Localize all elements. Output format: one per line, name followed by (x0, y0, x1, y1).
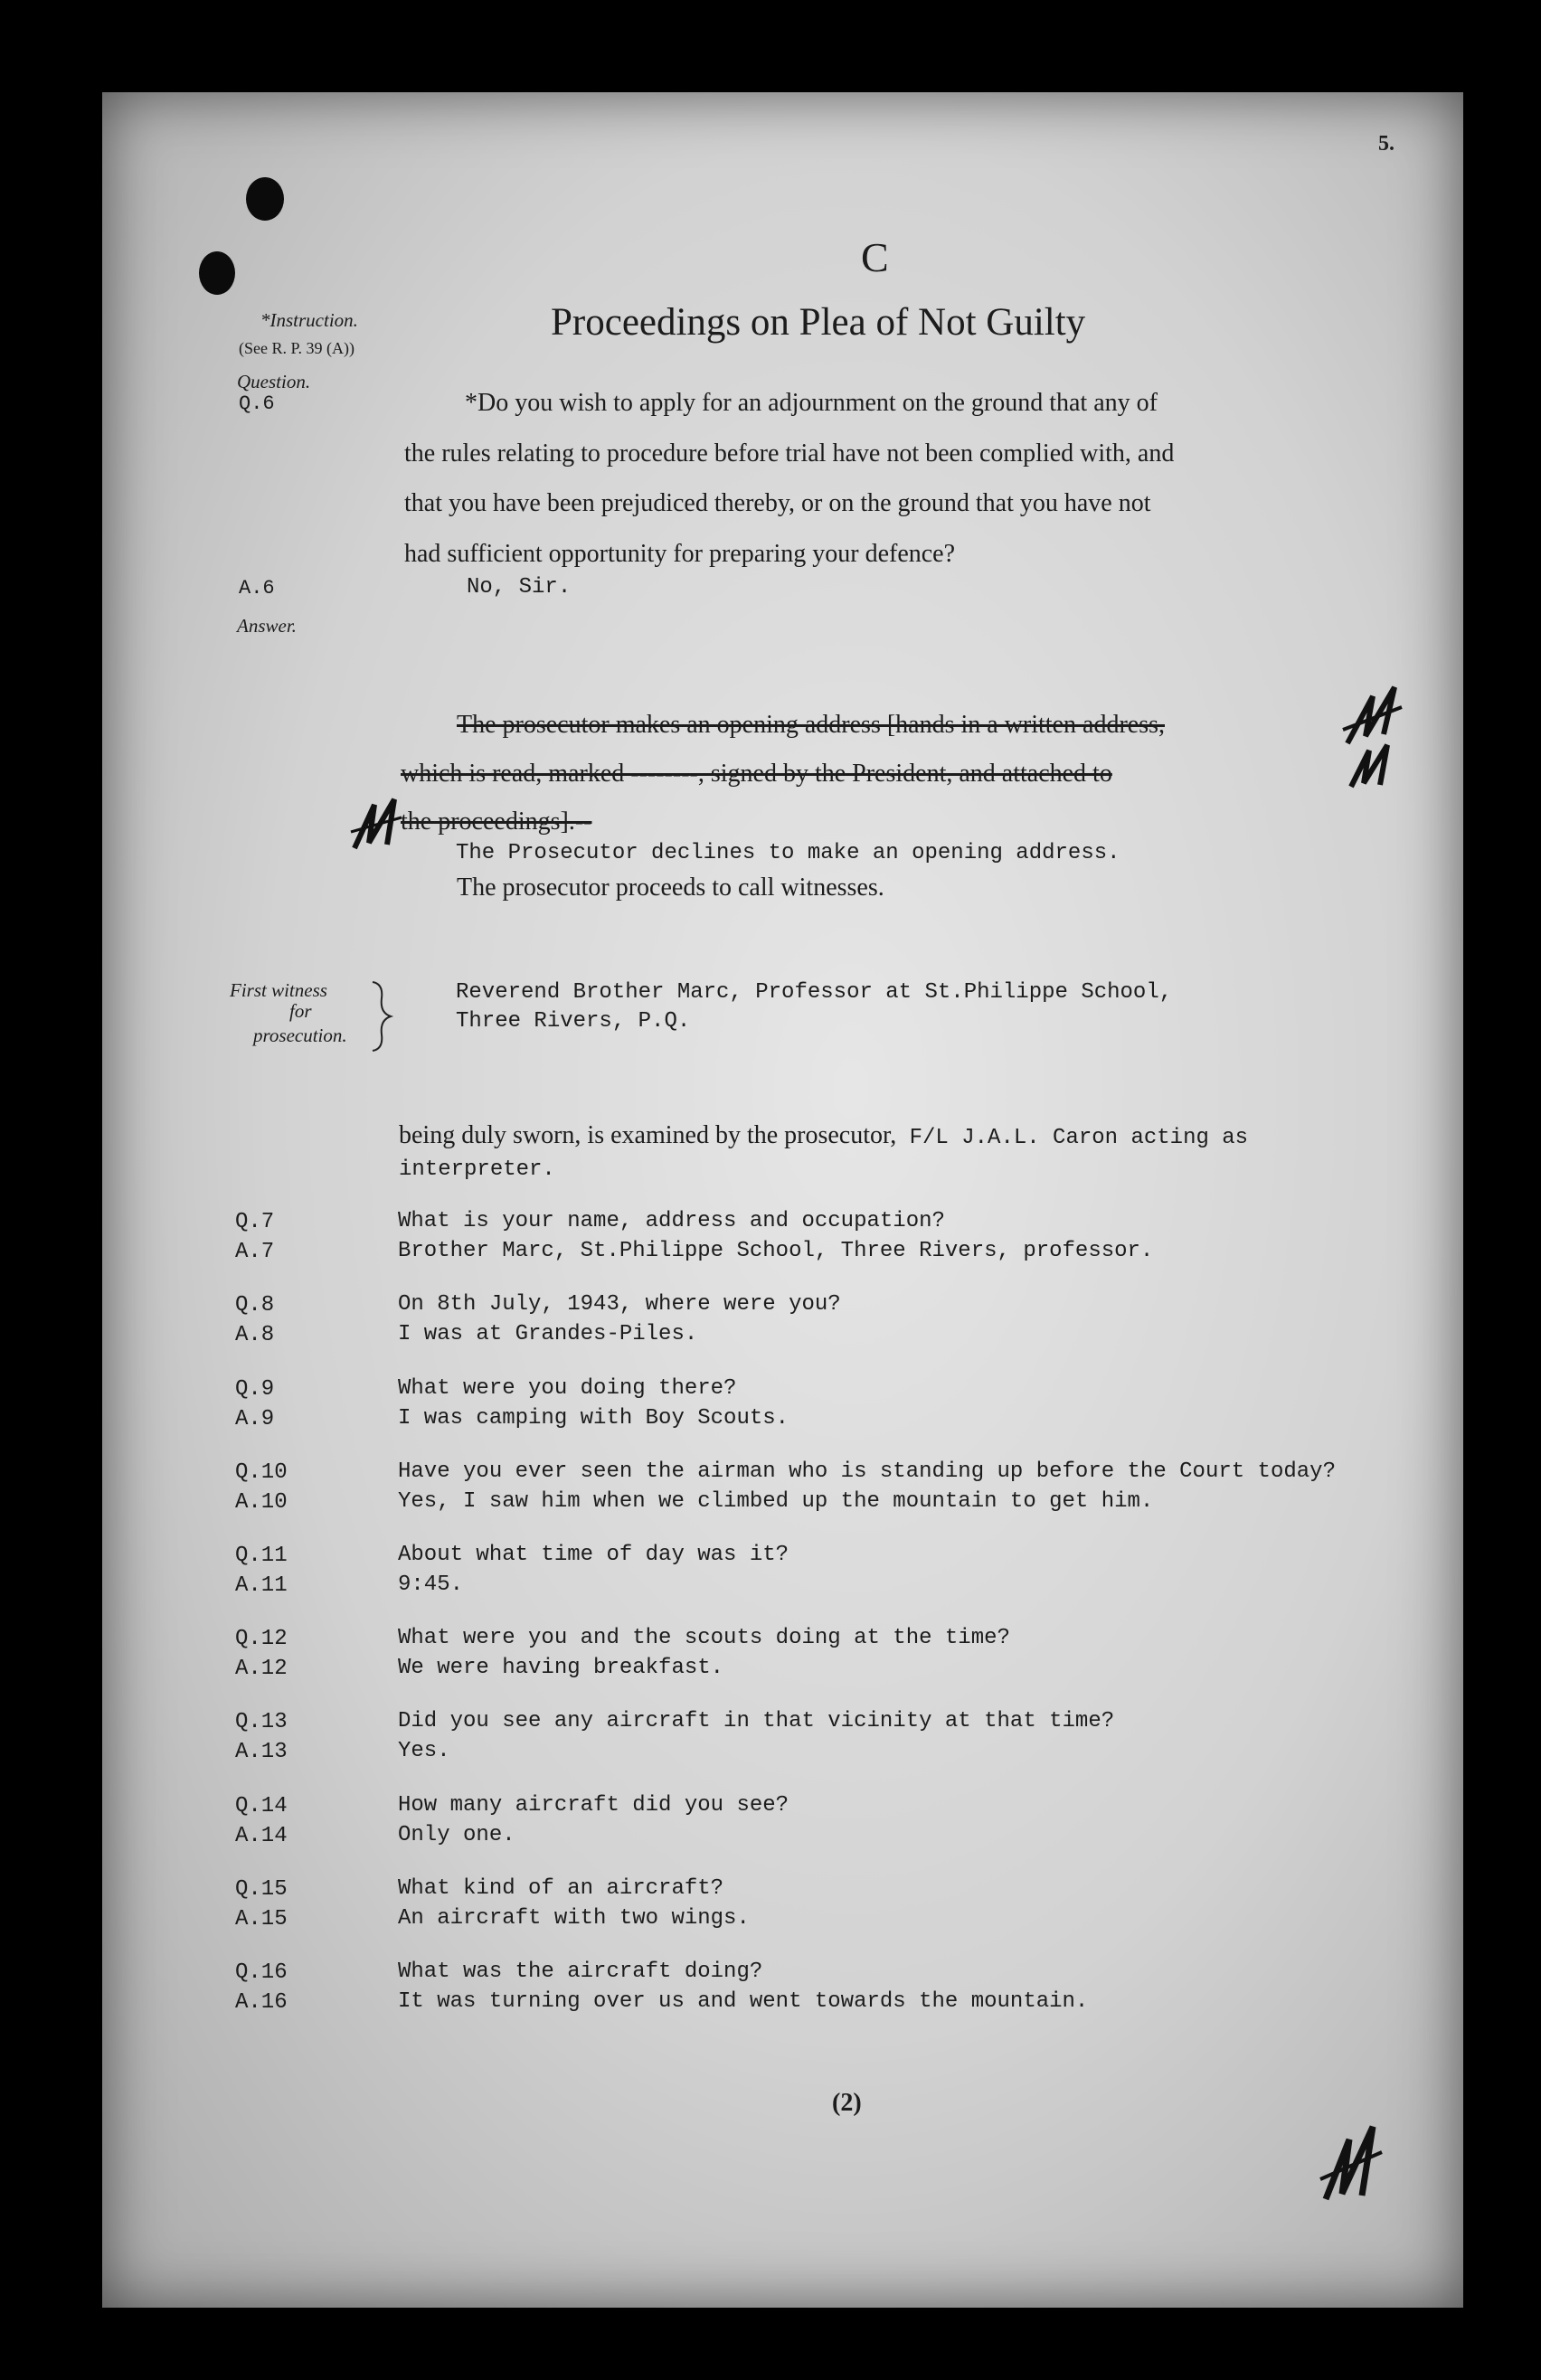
page-number: 5. (1378, 132, 1394, 156)
margin-question: Question. (237, 371, 311, 392)
answer: Only one. (398, 1823, 515, 1847)
answer: It was turning over us and went towards the mountain. (398, 1989, 1089, 2014)
q-label: Q.16 (235, 1960, 288, 1985)
page-title: Proceedings on Plea of Not Guilty (551, 301, 1086, 344)
question: What was the aircraft doing? (398, 1960, 763, 1984)
answer: We were having breakfast. (398, 1656, 724, 1680)
punch-hole (199, 251, 235, 295)
q-label: Q.14 (235, 1794, 288, 1818)
handwritten-initials (347, 792, 411, 855)
footer-page-number: (2) (832, 2089, 862, 2117)
a6-text: No, Sir. (467, 575, 572, 600)
q6-line-4: had sufficient opportunity for preparing your defence? (404, 540, 956, 568)
q-label: Q.15 (235, 1877, 288, 1902)
question: Did you see any aircraft in that vicinity at that time? (398, 1709, 1115, 1733)
a-label: A.14 (235, 1824, 288, 1848)
a-label: A.16 (235, 1990, 288, 2015)
a-label: A.10 (235, 1490, 288, 1515)
punch-hole (246, 177, 284, 221)
a-label: A.12 (235, 1657, 288, 1681)
prosecutor-declines: The Prosecutor declines to make an opening address. (456, 841, 1120, 865)
question: What kind of an aircraft? (398, 1876, 724, 1901)
prosecutor-calls: The prosecutor proceeds to call witnesses. (457, 874, 884, 902)
answer: An aircraft with two wings. (398, 1906, 750, 1931)
answer: Yes. (398, 1739, 450, 1763)
document-sheet (102, 92, 1463, 2308)
sworn-line-1 (399, 1121, 1248, 1150)
question: On 8th July, 1943, where were you? (398, 1292, 841, 1317)
question: Have you ever seen the airman who is standing up before the Court today? (398, 1459, 1336, 1484)
section-letter: C (861, 234, 889, 280)
q-label: Q.7 (235, 1210, 275, 1234)
a-label: A.13 (235, 1740, 288, 1764)
a6-label: A.6 (239, 577, 275, 600)
witness-line-2: Three Rivers, P.Q. (456, 1009, 691, 1034)
answer: I was at Grandes-Piles. (398, 1322, 698, 1346)
a-label: A.15 (235, 1907, 288, 1931)
handwritten-initials (1317, 2116, 1389, 2206)
sworn-typed: F/L J.A.L. Caron acting as (896, 1126, 1249, 1150)
q-label: Q.12 (235, 1627, 288, 1651)
margin-answer: Answer. (237, 615, 297, 637)
q-label: Q.11 (235, 1544, 288, 1568)
q-label: Q.8 (235, 1293, 275, 1318)
question: What were you and the scouts doing at the time? (398, 1626, 1010, 1650)
struck-line-1: The prosecutor makes an opening address [hands in a written address, (457, 711, 1165, 739)
q6-line-1: *Do you wish to apply for an adjournment on the ground that any of (465, 389, 1158, 417)
a-label: A.7 (235, 1240, 275, 1264)
sworn-printed: being duly sworn, is examined by the prosecutor, (399, 1121, 897, 1149)
struck-line-2: which is read, marked --------, signed by the President, and attached to (401, 760, 1112, 788)
q-label: Q.10 (235, 1460, 288, 1485)
brace (369, 980, 396, 1053)
witness-line-1: Reverend Brother Marc, Professor at St.Philippe School, (456, 980, 1173, 1005)
margin-witness-2: for (289, 1000, 312, 1022)
handwritten-initials (1344, 740, 1398, 794)
answer: Brother Marc, St.Philippe School, Three Rivers, professor. (398, 1239, 1154, 1263)
question: What is your name, address and occupation? (398, 1209, 945, 1233)
question: How many aircraft did you see? (398, 1793, 789, 1818)
answer: Yes, I saw him when we climbed up the mountain to get him. (398, 1489, 1154, 1514)
question: About what time of day was it? (398, 1543, 789, 1567)
question: What were you doing there? (398, 1376, 737, 1401)
a-label: A.8 (235, 1323, 275, 1347)
answer: I was camping with Boy Scouts. (398, 1406, 789, 1431)
q-label: Q.9 (235, 1377, 275, 1402)
a-label: A.9 (235, 1407, 275, 1431)
q6-line-3: that you have been prejudiced thereby, or on the ground that you have not (404, 489, 1151, 517)
sworn-line-2: interpreter. (399, 1157, 555, 1182)
q-label: Q.13 (235, 1710, 288, 1734)
margin-instruction: *Instruction. (260, 309, 358, 331)
struck-line-3: the proceedings].-- (401, 808, 592, 836)
margin-witness-3: prosecution. (253, 1025, 347, 1046)
answer: 9:45. (398, 1572, 464, 1597)
margin-witness-1: First witness (230, 979, 327, 1001)
q6-label: Q.6 (239, 392, 275, 415)
a-label: A.11 (235, 1573, 288, 1598)
q6-line-2: the rules relating to procedure before trial have not been complied with, and (404, 439, 1175, 468)
margin-reference: (See R. P. 39 (A)) (239, 339, 355, 357)
